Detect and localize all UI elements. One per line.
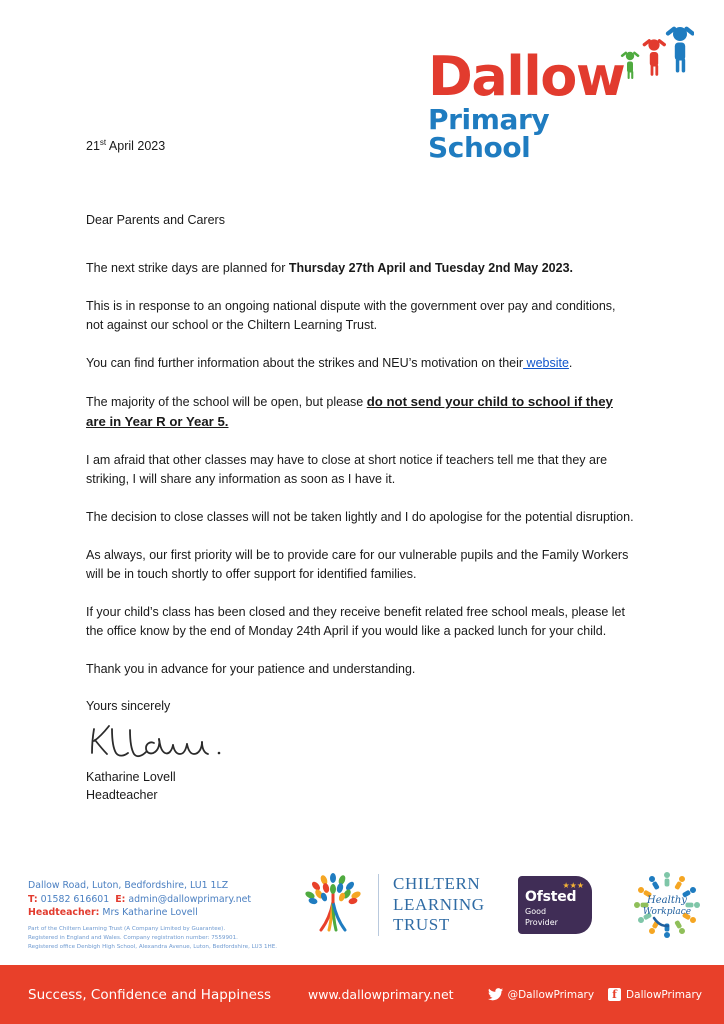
facebook-icon: f [608, 988, 621, 1001]
footer-legal-text [28, 925, 308, 953]
twitter-link[interactable] [488, 988, 594, 1001]
headteacher-value: Mrs Katharine Lovell [102, 907, 198, 919]
ofsted-badge [518, 865, 592, 945]
p1-bold-dates: Thursday 27th April and Tuesday 2nd May 2023. [288, 261, 574, 276]
paragraph-vulnerable-pupils: As always, our first priority will be to provide care for our vulnerable pupils and the Family Workers will be in touch shortly to offer support for identified families. [86, 548, 629, 582]
phone-label: T: [28, 893, 38, 905]
healthy-workplace-icon [628, 868, 706, 942]
email-label: E: [115, 893, 126, 905]
p3-suffix: . [568, 356, 573, 371]
paragraph-strike-days [86, 259, 634, 278]
facebook-link[interactable] [608, 988, 702, 1001]
twitter-icon [488, 988, 503, 1001]
clt-line-3: TRUST [393, 915, 450, 935]
footer-phone-email [28, 893, 308, 907]
healthy-word: Healthy [647, 895, 687, 906]
footer-address: Dallow Road, Luton, Bedfordshire, LU1 1LZ [28, 880, 229, 891]
workplace-word: Workplace [642, 907, 692, 917]
handwritten-signature [86, 721, 266, 765]
date-suffix: st [99, 138, 107, 147]
paragraph-further-information [86, 354, 634, 373]
paragraph-national-dispute: This is in response to an ongoing national dispute with the government over pay and conditions, not against our school or the Chiltern Learning Trust. [86, 299, 616, 333]
social-links [488, 988, 702, 1001]
paragraph-free-school-meals: If your child’s class has been closed and they receive benefit related free school meals, please let the office know by the end of Monday 24th April if you would like a packed lunch for your child. [86, 605, 625, 639]
accreditation-badges [300, 865, 712, 953]
facebook-handle: DallowPrimary [626, 988, 702, 1001]
paragraph-apology: The decision to close classes will not be taken lightly and I do apologise for the potential disruption. [86, 510, 634, 525]
bottom-banner [0, 965, 724, 1024]
school-website-url[interactable]: www.dallowprimary.net [308, 987, 454, 1002]
p1-prefix: The next strike days are planned for [86, 261, 289, 276]
paragraph-thank-you: Thank you in advance for your patience and understanding. [86, 662, 416, 677]
healthy-workplace-badge [628, 865, 706, 945]
ofsted-name: Ofsted [525, 889, 577, 905]
p4-bold-underline-warning: do not send your child to school if they are in Year R or Year 5. [86, 394, 613, 430]
legal-line-1: Part of the Chiltern Learning Trust (A Company Limited by Guarantee). [28, 925, 226, 932]
footer-headteacher [28, 906, 308, 920]
wordmark-dallow: Dallow [428, 45, 625, 108]
legal-line-3: Registered office Denbigh High School, Alexandra Avenue, Luton, Bedfordshire, LU3 1HE. [28, 944, 278, 951]
letter-body [86, 138, 634, 805]
letterhead-logo [428, 24, 696, 164]
school-motto: Success, Confidence and Happiness [28, 986, 272, 1003]
twitter-handle: @DallowPrimary [507, 988, 595, 1001]
letter-signoff: Yours sincerely [86, 699, 171, 714]
sender-block [86, 769, 634, 805]
paragraph-year-groups-closed [86, 392, 634, 432]
date-day: 21 [86, 139, 100, 154]
clt-line-1: CHILTERN [393, 873, 481, 893]
paragraph-short-notice: I am afraid that other classes may have to close at short notice if teachers tell me that they are striking, I will share any information as soon as I have it. [86, 453, 608, 487]
letter-date [86, 138, 634, 155]
headteacher-label: Headteacher: [28, 907, 100, 919]
ofsted-rating-line-2: Provider [525, 917, 558, 927]
chiltern-tree-icon [300, 870, 366, 941]
sender-title: Headteacher [86, 787, 158, 802]
date-rest: April 2023 [106, 139, 166, 154]
phone-value: 01582 616601 [40, 893, 110, 905]
chiltern-learning-trust-text [378, 874, 485, 936]
legal-line-2: Registered in England and Wales. Company registration number: 7559901. [28, 935, 238, 942]
ofsted-stars-icon: ★★★ [562, 881, 584, 890]
letter-salutation: Dear Parents and Carers [86, 213, 225, 228]
clt-line-2: LEARNING [393, 894, 485, 914]
neu-website-link[interactable]: website [523, 356, 569, 371]
ofsted-rating [525, 907, 592, 928]
wordmark-primary-school: Primary School [428, 103, 550, 164]
ofsted-box [518, 876, 592, 934]
p4-prefix: The majority of the school will be open, but please [86, 395, 367, 410]
sender-name: Katharine Lovell [86, 770, 176, 785]
footer-area [0, 857, 724, 965]
footer-contact-details [28, 879, 308, 953]
p3-prefix: You can find further information about the strikes and NEU’s motivation on their [86, 356, 524, 371]
ofsted-rating-line-1: Good [525, 907, 547, 916]
chiltern-learning-trust-badge [300, 865, 485, 945]
email-value[interactable]: admin@dallowprimary.net [128, 893, 252, 905]
